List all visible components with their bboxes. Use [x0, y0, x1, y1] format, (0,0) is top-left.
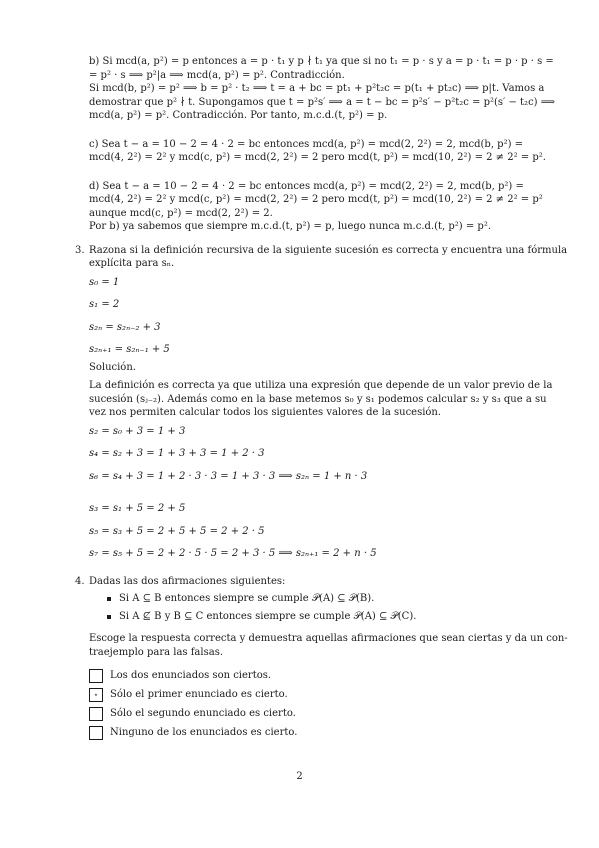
explanation-line-3: vez nos permiten calcular todos los siguientes valores de la sucesión. [89, 407, 442, 418]
part-d-line-3: aunque mcd(c, p²) = mcd(2, 2²) = 2. [89, 207, 273, 219]
odd-step-2: s₅ = s₃ + 5 = 2 + 5 + 5 = 2 + 2 · 5 [89, 525, 265, 537]
part-d-line-4: Por b) ya sabemos que siempre m.c.d.(t, p²) = p, luego nunca m.c.d.(t, p²) = p². [89, 221, 492, 232]
exercise-4 [75, 575, 568, 741]
odd-step-3: s₇ = s₅ + 5 = 2 + 2 · 5 · 5 = 2 + 3 · 5 ⟹ s₂ₙ₊₁ = 2 + n · 5 [89, 548, 377, 559]
def-s0: s₀ = 1 [89, 276, 120, 288]
part-b-line-2: = p² · s ⟹ p²|a ⟹ mcd(a, p²) = p². Contradicción. [89, 69, 345, 81]
exercise-3-number: 3. [75, 244, 85, 256]
option-2-checkbox[interactable]: ⋆ [89, 688, 103, 702]
part-d-line-1: d) Sea t − a = 10 − 2 = 4 · 2 = bc entonces mcd(a, p²) = mcd(2, 2²) = 2, mcd(b, p²) = [89, 180, 524, 192]
option-4-checkbox[interactable] [89, 726, 103, 740]
instruction-line-1: Escoge la respuesta correcta y demuestra aquellas afirmaciones que sean ciertas y da un con- [89, 633, 568, 644]
explanation-line-1: La definición es correcta ya que utiliza una expresión que depende de un valor previo de la [89, 380, 553, 391]
exercise-3 [75, 244, 568, 561]
option-4-label: Ninguno de los enunciados es cierto. [110, 727, 298, 739]
part-b-line-3: Si mcd(b, p²) = p² ⟹ b = p² · t₂ ⟹ t = a + bc = pt₁ + p²t₂c = p(t₁ + pt₂c) ⟹ p|t. Vamos a [89, 83, 545, 94]
page-number: 2 [296, 771, 303, 782]
exercise-3-statement-1: Razona si la definición recursiva de la siguiente sucesión es correcta y encuentra una fórmula [89, 244, 568, 256]
part-c [89, 138, 546, 165]
part-b [89, 55, 556, 123]
part-c-line-2: mcd(4, 2²) = 2² y mcd(c, p²) = mcd(2, 2²) = 2 pero mcd(t, p²) = mcd(10, 2²) = 2 ≠ 2² = p². [89, 152, 546, 163]
option-1[interactable] [89, 669, 539, 683]
solution-label: Solución. [89, 361, 136, 373]
explanation-line-2: sucesión (sⱼ₋₂). Además como en la base metemos s₀ y s₁ podemos calcular s₂ y s₃ que a su [89, 393, 547, 405]
part-b-line-1: b) Si mcd(a, p²) = p entonces a = p · t₁ y p ∤ t₁ ya que si no t₁ = p · s y a = p · t₁ = p · p · s = [89, 56, 554, 67]
instruction-line-2: traejemplo para las falsas. [89, 646, 223, 658]
exercise-4-number: 4. [75, 575, 85, 587]
even-step-3: s₆ = s₄ + 3 = 1 + 2 · 3 · 3 = 1 + 3 · 3 ⟹ s₂ₙ = 1 + n · 3 [89, 470, 368, 482]
odd-step-1: s₃ = s₁ + 5 = 2 + 5 [89, 503, 186, 514]
even-step-2: s₄ = s₂ + 3 = 1 + 3 + 3 = 1 + 2 · 3 [89, 448, 265, 459]
exercise-4-statement: Dadas las dos afirmaciones siguientes: [89, 575, 286, 587]
part-d [89, 180, 543, 234]
claim-1: Si A ⊆ B entonces siempre se cumple 𝒫(A) ⊆ 𝒫(B). [107, 592, 539, 606]
option-1-label: Los dos enunciados son ciertos. [110, 670, 272, 682]
part-d-line-2: mcd(4, 2²) = 2² y mcd(c, p²) = mcd(2, 2²) = 2 pero mcd(t, p²) = mcd(10, 2²) = 2 ≠ 2² = p² [89, 194, 543, 205]
def-s2n: s₂ₙ = s₂ₙ₋₂ + 3 [89, 321, 161, 333]
part-c-line-1: c) Sea t − a = 10 − 2 = 4 · 2 = bc entonces mcd(a, p²) = mcd(2, 2²) = 2, mcd(b, p²) = [89, 138, 524, 150]
claim-2: Si A ⊈ B y B ⊆ C entonces siempre se cumple 𝒫(A) ⊆ 𝒫(C). [107, 610, 539, 624]
claims-list [89, 592, 539, 623]
page-content [75, 55, 568, 745]
def-s2n1: s₂ₙ₊₁ = s₂ₙ₋₁ + 5 [89, 344, 170, 355]
exercise-3-statement-2: explícita para sₙ. [89, 258, 175, 269]
option-2-label: Sólo el primer enunciado es cierto. [110, 689, 288, 701]
option-3-label: Sólo el segundo enunciado es cierto. [110, 708, 296, 720]
option-2[interactable] [89, 688, 539, 702]
option-4[interactable] [89, 726, 539, 740]
def-s1: s₁ = 2 [89, 299, 120, 310]
option-3-checkbox[interactable] [89, 707, 103, 721]
even-step-1: s₂ = s₀ + 3 = 1 + 3 [89, 425, 186, 437]
answer-options [89, 669, 539, 740]
part-b-line-5: mcd(a, p²) = p². Contradicción. Por tanto, m.c.d.(t, p²) = p. [89, 110, 388, 121]
option-3[interactable] [89, 707, 539, 721]
option-1-checkbox[interactable] [89, 669, 103, 683]
part-b-line-4: demostrar que p² ∤ t. Supongamos que t = p²s′ ⟹ a = t − bc = p²s′ − p²t₂c = p²(s′ − t₂c) ⟹ [89, 96, 556, 108]
